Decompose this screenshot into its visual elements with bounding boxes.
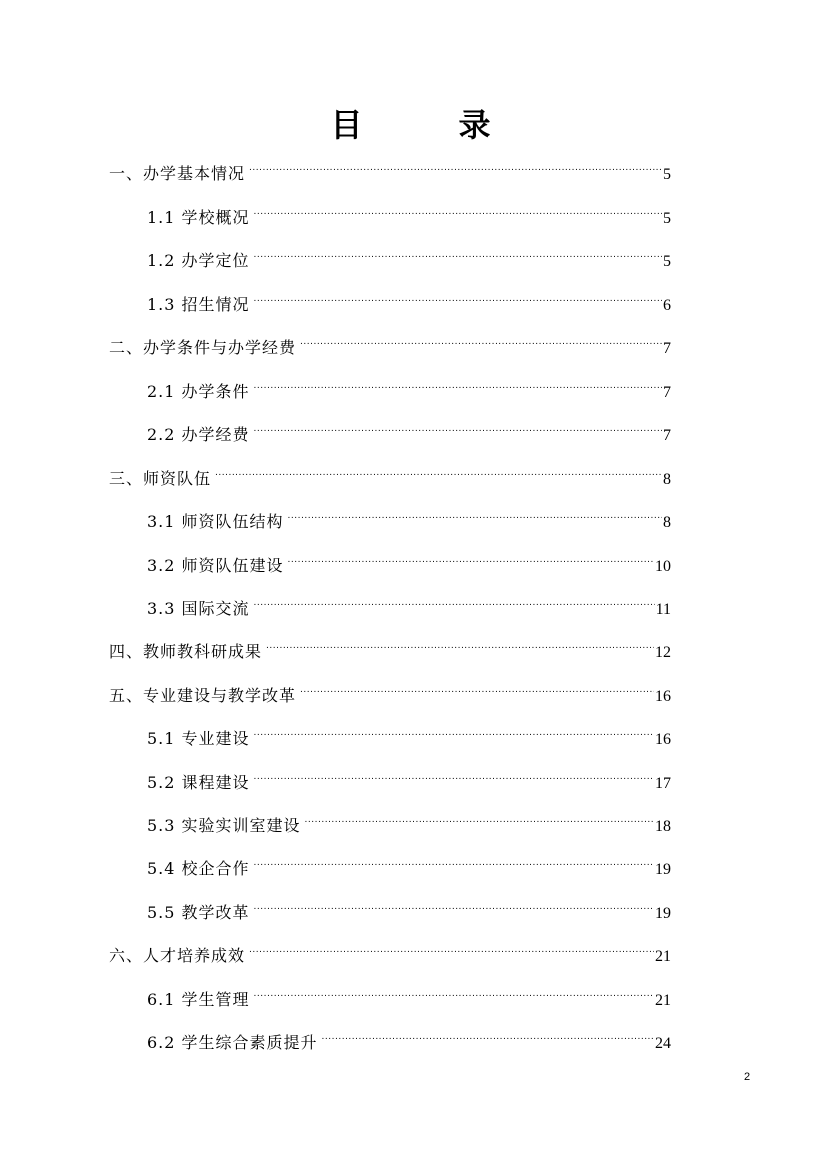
toc-entry[interactable] (147, 586, 671, 618)
toc-entry-page: 24 (655, 1035, 671, 1052)
toc-leader-dots (288, 543, 654, 571)
toc-entry[interactable] (147, 499, 671, 531)
toc-entry-page: 16 (655, 731, 671, 748)
toc-entry-label: 1.3 招生情况 (147, 295, 250, 314)
toc-entry-page: 5 (663, 210, 671, 227)
toc-entry-label: 一、办学基本情况 (109, 164, 246, 183)
toc-leader-dots (305, 803, 654, 831)
toc-leader-dots (300, 673, 654, 701)
toc-leader-dots (254, 846, 654, 874)
toc-entry[interactable] (147, 282, 671, 314)
toc-leader-dots (215, 456, 662, 484)
toc-entry[interactable] (147, 977, 671, 1009)
toc-entry-label: 5.3 实验实训室建设 (147, 816, 301, 835)
toc-entry-label: 5.4 校企合作 (147, 859, 250, 878)
toc-entry-page: 7 (663, 384, 671, 401)
toc-entry-page: 5 (663, 166, 671, 183)
toc-entry-label: 1.1 学校概况 (147, 208, 250, 227)
toc-leader-dots (254, 412, 662, 440)
toc-entry-label: 5.5 教学改革 (147, 903, 250, 922)
toc-leader-dots (254, 238, 662, 266)
toc-leader-dots (254, 586, 655, 614)
toc-entry-page: 12 (655, 644, 671, 661)
toc-entry-label: 2.2 办学经费 (147, 425, 250, 444)
toc-entry-page: 21 (655, 992, 671, 1009)
toc-entry-label: 3.3 国际交流 (147, 599, 250, 618)
toc-leader-dots (254, 369, 662, 397)
toc-entry[interactable] (147, 760, 671, 792)
page-number: 2 (744, 1071, 751, 1083)
toc-entry-page: 7 (663, 340, 671, 357)
toc-entry[interactable] (109, 325, 671, 357)
toc-entry-label: 三、师资队伍 (109, 469, 212, 488)
toc-entry-page: 7 (663, 427, 671, 444)
toc-leader-dots (249, 933, 654, 961)
toc-entry-label: 1.2 办学定位 (147, 251, 250, 270)
toc-entry[interactable] (109, 151, 671, 183)
toc-entry[interactable] (147, 238, 671, 270)
toc-leader-dots (254, 977, 654, 1005)
toc-entry-label: 五、专业建设与教学改革 (109, 686, 297, 705)
toc-entry[interactable] (147, 846, 671, 878)
toc-entry[interactable] (147, 412, 671, 444)
toc-entry-page: 6 (663, 297, 671, 314)
toc-leader-dots (249, 151, 662, 179)
toc-title: 目 录 (330, 106, 523, 144)
toc-entry-label: 四、教师教科研成果 (109, 642, 263, 661)
toc-entry[interactable] (147, 195, 671, 227)
toc-leader-dots (254, 890, 654, 918)
toc-entry-label: 2.1 办学条件 (147, 382, 250, 401)
toc-entry[interactable] (109, 673, 671, 705)
toc-entry[interactable] (109, 933, 671, 965)
toc-entry-label: 3.1 师资队伍结构 (147, 512, 284, 531)
toc-entry-page: 8 (663, 514, 671, 531)
toc-entry-label: 二、办学条件与办学经费 (109, 338, 297, 357)
toc-leader-dots (254, 282, 662, 310)
toc-leader-dots (254, 195, 662, 223)
toc-leader-dots (254, 716, 654, 744)
toc-entry-page: 8 (663, 471, 671, 488)
toc-entry[interactable] (147, 716, 671, 748)
toc-entry-page: 5 (663, 253, 671, 270)
toc-entry[interactable] (147, 890, 671, 922)
toc-entry[interactable] (109, 629, 671, 661)
toc-leader-dots (254, 760, 654, 788)
toc-leader-dots (300, 325, 662, 353)
toc-entry-page: 19 (655, 905, 671, 922)
toc-entry-page: 18 (655, 818, 671, 835)
toc-entry-label: 5.1 专业建设 (147, 729, 250, 748)
toc-entry-label: 六、人才培养成效 (109, 946, 246, 965)
toc-leader-dots (288, 499, 662, 527)
toc-leader-dots (266, 629, 654, 657)
toc-entry-label: 6.1 学生管理 (147, 990, 250, 1009)
toc-entry-page: 21 (655, 948, 671, 965)
toc-entry[interactable] (147, 543, 671, 575)
toc-leader-dots (322, 1020, 654, 1048)
toc-entry-page: 11 (655, 601, 671, 618)
toc-entry-page: 10 (655, 558, 671, 575)
toc-entry[interactable] (147, 369, 671, 401)
toc-entry-page: 19 (655, 861, 671, 878)
toc-entry-page: 16 (655, 688, 671, 705)
toc-entry-label: 3.2 师资队伍建设 (147, 556, 284, 575)
toc-entry[interactable] (147, 803, 671, 835)
toc-entry-label: 6.2 学生综合素质提升 (147, 1033, 318, 1052)
toc-entry[interactable] (147, 1020, 671, 1052)
toc-entry-page: 17 (655, 775, 671, 792)
toc-entry-label: 5.2 课程建设 (147, 773, 250, 792)
toc-entry[interactable] (109, 456, 671, 488)
